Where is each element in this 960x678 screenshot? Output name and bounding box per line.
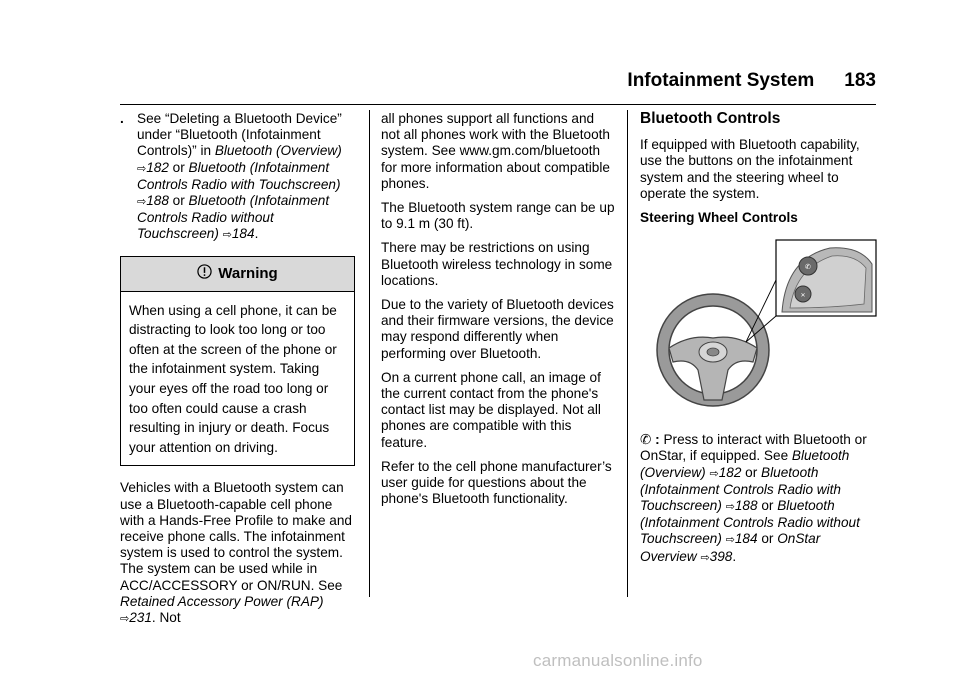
subheading: Steering Wheel Controls xyxy=(640,210,798,226)
svg-text:✆: ✆ xyxy=(805,263,811,272)
cross-reference-link[interactable]: Bluetooth (Infotainment Controls Radio without Touchscreen) xyxy=(137,193,330,242)
control-description: ✆ : Press to interact with Bluetooth or OnStar, if equipped. See Bluetooth (Overview) ⇨182 or Bluetooth (Infotainment Controls Radio with Touchscreen) ⇨188 or Bluetooth (Infotainment Controls Radio without Touchscreen) ⇨184 or OnStar Overview ⇨398. xyxy=(640,432,867,564)
cross-reference-link[interactable]: OnStar Overview xyxy=(640,531,821,564)
page-reference[interactable]: 398 xyxy=(709,548,733,564)
watermark-text: carmanualsonline.info xyxy=(533,651,703,670)
page-reference[interactable]: 188 xyxy=(734,498,758,514)
page-reference-icon: ⇨ xyxy=(222,229,232,242)
page-reference[interactable]: 182 xyxy=(718,464,742,480)
cross-reference-link[interactable]: Bluetooth (Overview) xyxy=(640,448,850,480)
warning-title: Warning xyxy=(218,264,278,282)
page-number: 183 xyxy=(844,70,876,91)
cross-reference-link[interactable]: Bluetooth (Infotainment Controls Radio with Touchscreen) xyxy=(640,464,841,514)
body-paragraph: Due to the variety of Bluetooth devices and their firmware versions, the device may respond differently when performing over Bluetooth. xyxy=(381,297,614,361)
svg-text:✕: ✕ xyxy=(800,292,806,300)
page-reference-icon: ⇨ xyxy=(700,551,710,564)
bullet-marker: . xyxy=(120,111,124,126)
body-paragraph: There may be restrictions on using Bluetooth wireless technology in some locations. xyxy=(381,240,613,288)
page-reference-icon: ⇨ xyxy=(725,501,735,514)
column-divider xyxy=(369,110,370,597)
page-reference-icon: ⇨ xyxy=(709,467,719,480)
column-right xyxy=(640,111,880,574)
warning-header xyxy=(121,257,354,292)
section-title: Infotainment System xyxy=(627,70,815,91)
phone-icon: ✆ xyxy=(640,432,652,448)
header-rule xyxy=(120,104,876,105)
warning-triangle-icon xyxy=(197,264,212,283)
body-paragraph: Vehicles with a Bluetooth system can use a Bluetooth-capable cell phone with a Hands-Free Profile to make and receive phone calls. The infotainment system is used to control the system. The system can be used while in ACC/ACCESSORY or ON/RUN. See Retained Accessory Power (RAP) ⇨231. Not xyxy=(120,480,352,625)
page-reference[interactable]: 184 xyxy=(734,531,758,547)
warning-text: When using a cell phone, it can be distracting to look too long or too often at the screen of the phone or the infotainment system. Taking your eyes off the road too long or too often could cause a crash resulting in injury or death. Focus your attention on driving. xyxy=(129,302,337,455)
bullet-item: . See “Deleting a Bluetooth Device” under “Bluetooth (Infotainment Controls)” in Bluetooth (Overview) ⇨182 or Bluetooth (Infotainment Controls Radio with Touchscreen) ⇨188 or Bluetooth (Infotainment Controls Radio without Touchscreen) ⇨184. xyxy=(120,111,342,242)
steering-wheel-illustration xyxy=(650,238,878,418)
body-paragraph: The Bluetooth system range can be up to 9.1 m (30 ft). xyxy=(381,200,615,232)
cross-reference-link[interactable]: Bluetooth (Overview) xyxy=(214,143,342,159)
page-reference[interactable]: 231 xyxy=(129,610,152,625)
section-heading: Bluetooth Controls xyxy=(640,110,781,127)
body-paragraph: all phones support all functions and not all phones work with the Bluetooth system. See www.gm.com/bluetooth for more information about compatible phones. xyxy=(381,111,610,191)
page-header xyxy=(590,70,876,104)
warning-box xyxy=(120,256,355,467)
body-paragraph: On a current phone call, an image of the current contact from the phone's contact list may be displayed. Not all phones are compatible with this feature. xyxy=(381,369,601,450)
page-reference-icon: ⇨ xyxy=(725,534,735,547)
page-reference[interactable]: 184 xyxy=(231,226,255,242)
page-reference[interactable]: 182 xyxy=(146,159,169,175)
column-middle xyxy=(381,111,615,515)
cross-reference-link[interactable]: Bluetooth (Infotainment Controls Radio with Touchscreen) xyxy=(137,159,341,192)
page-reference-icon: ⇨ xyxy=(120,613,130,625)
body-paragraph: If equipped with Bluetooth capability, use the buttons on the infotainment system and the steering wheel to operate the system. xyxy=(640,137,860,201)
cross-reference-link[interactable]: Bluetooth (Infotainment Controls Radio without Touchscreen) xyxy=(640,498,860,547)
column-left xyxy=(120,111,356,635)
cross-reference-link[interactable]: Retained Accessory Power (RAP) xyxy=(120,593,324,609)
page-reference-icon: ⇨ xyxy=(137,196,147,209)
page-reference[interactable]: 188 xyxy=(146,193,169,209)
page-reference-icon: ⇨ xyxy=(137,162,147,175)
body-paragraph: Refer to the cell phone manufacturer’s user guide for questions about the phone's Bluetooth functionality. xyxy=(381,458,612,507)
column-divider xyxy=(627,110,628,597)
